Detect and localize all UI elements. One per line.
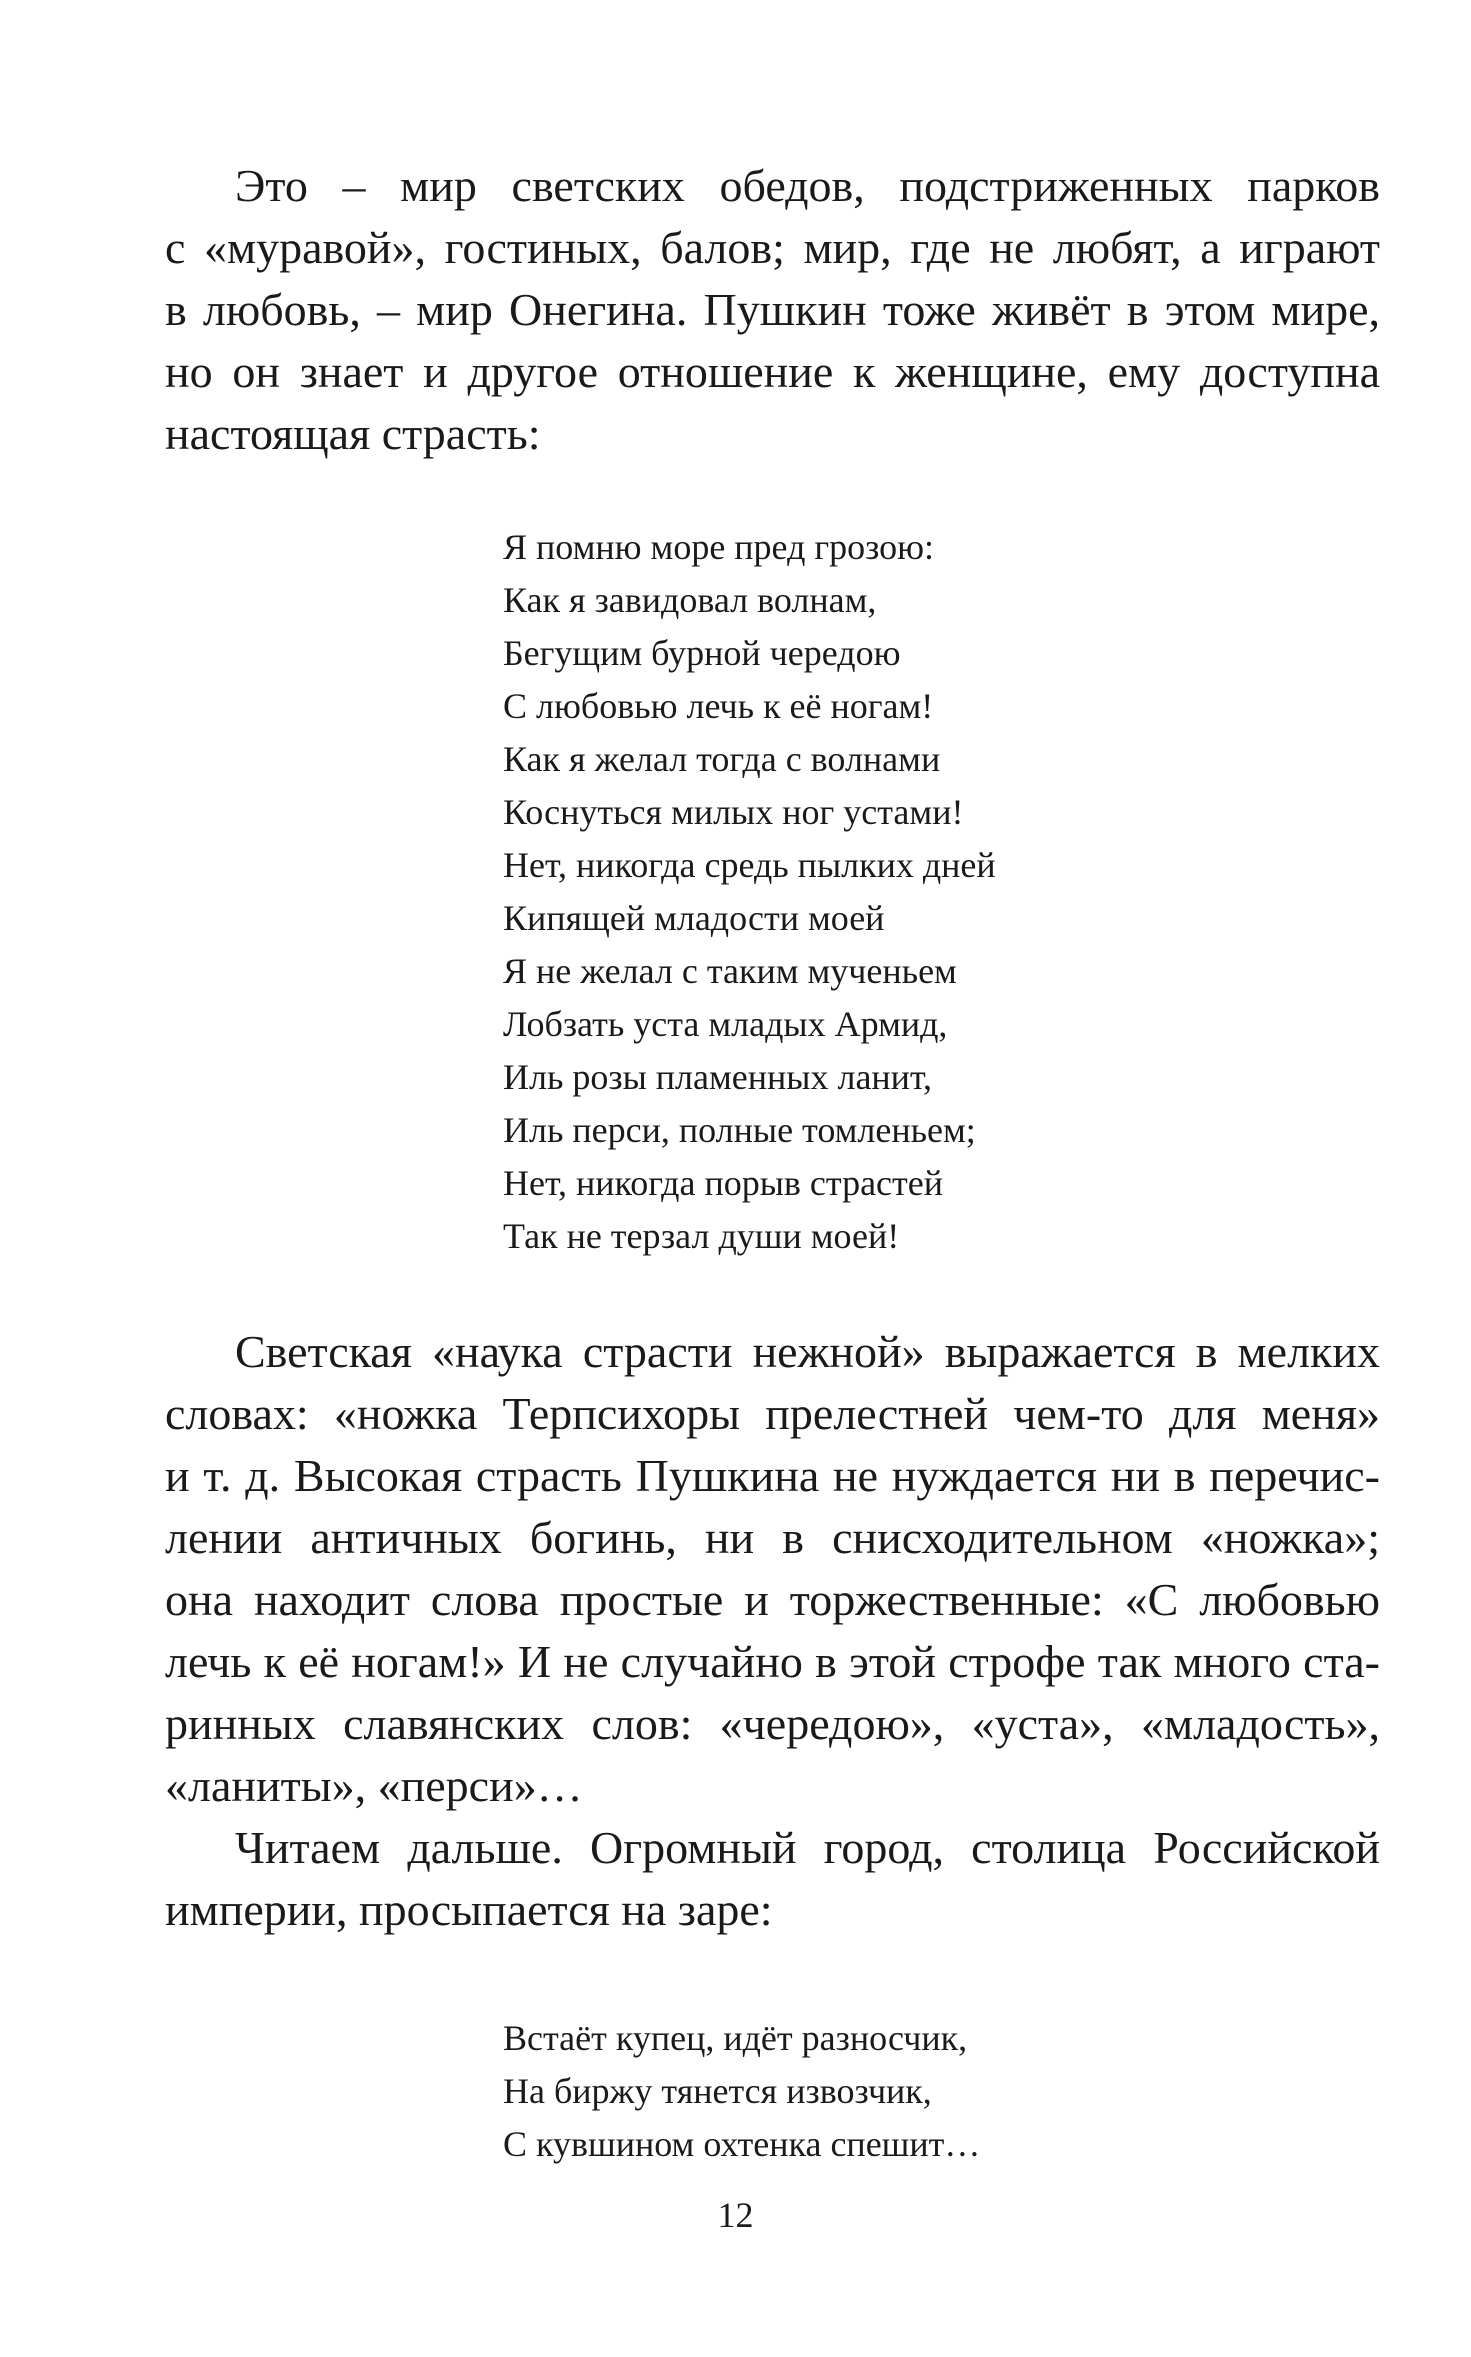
text-line: Это – мир светских обедов, подстриженных парков bbox=[235, 160, 1380, 211]
verse-line: Лобзать уста младых Армид, bbox=[503, 1004, 948, 1044]
verse-block-sea bbox=[503, 521, 996, 1263]
verse-line: С любовью лечь к её ногам! bbox=[503, 686, 934, 726]
paragraph-city-wakes bbox=[165, 1817, 1380, 1941]
verse-line: Кипящей младости моей bbox=[503, 898, 885, 938]
verse-line: Как я желал тогда с волнами bbox=[503, 739, 941, 779]
paragraph-high-passion bbox=[165, 1321, 1380, 1817]
verse-line: Я не желал с таким мученьем bbox=[503, 951, 957, 991]
text-line: с «муравой», гостиных, балов; мир, где не любят, а играют bbox=[165, 222, 1380, 273]
text-line: в любовь, – мир Онегина. Пушкин тоже живёт в этом мире, bbox=[165, 284, 1380, 335]
verse-line: Коснуться милых ног устами! bbox=[503, 792, 964, 832]
text-line: и т. д. Высокая страсть Пушкина не нуждается ни в перечис- bbox=[165, 1450, 1380, 1501]
verse-line: Иль перси, полные томленьем; bbox=[503, 1110, 976, 1150]
verse-line: Нет, никогда порыв страстей bbox=[503, 1163, 943, 1203]
text-line: Светская «наука страсти нежной» выражается в мелких bbox=[235, 1326, 1380, 1377]
verse-line: Иль розы пламенных ланит, bbox=[503, 1057, 932, 1097]
verse-line: Я помню море пред грозою: bbox=[503, 527, 935, 567]
text-line: ринных славянских слов: «чередою», «уста», «младость», bbox=[165, 1698, 1380, 1749]
page-number: 12 bbox=[717, 2195, 754, 2235]
verse-line: Бегущим бурной чередою bbox=[503, 633, 901, 673]
text-line: лечь к её ногам!» И не случайно в этой строфе так много ста- bbox=[165, 1636, 1380, 1687]
verse-block-city bbox=[503, 2012, 980, 2171]
text-line: Читаем дальше. Огромный город, столица Российской bbox=[235, 1822, 1380, 1873]
text-line: настоящая страсть: bbox=[165, 408, 541, 459]
text-line: она находит слова простые и торжественные: «С любовью bbox=[165, 1574, 1380, 1625]
text-line: но он знает и другое отношение к женщине, ему доступна bbox=[165, 346, 1380, 397]
paragraph-onegin-world bbox=[165, 155, 1380, 465]
text-line: «ланиты», «перси»… bbox=[165, 1760, 583, 1811]
verse-line: Как я завидовал волнам, bbox=[503, 580, 877, 620]
verse-line: С кувшином охтенка спешит… bbox=[503, 2124, 981, 2164]
verse-line: На биржу тянется извозчик, bbox=[503, 2071, 932, 2111]
verse-line: Нет, никогда средь пылких дней bbox=[503, 845, 996, 885]
text-line: империи, просыпается на заре: bbox=[165, 1884, 773, 1935]
verse-line: Встаёт купец, идёт разносчик, bbox=[503, 2018, 968, 2058]
text-line: словах: «ножка Терпсихоры прелестней чем-то для меня» bbox=[165, 1388, 1380, 1439]
verse-line: Так не терзал души моей! bbox=[503, 1216, 900, 1256]
text-line: лении античных богинь, ни в снисходительном «ножка»; bbox=[165, 1512, 1380, 1563]
